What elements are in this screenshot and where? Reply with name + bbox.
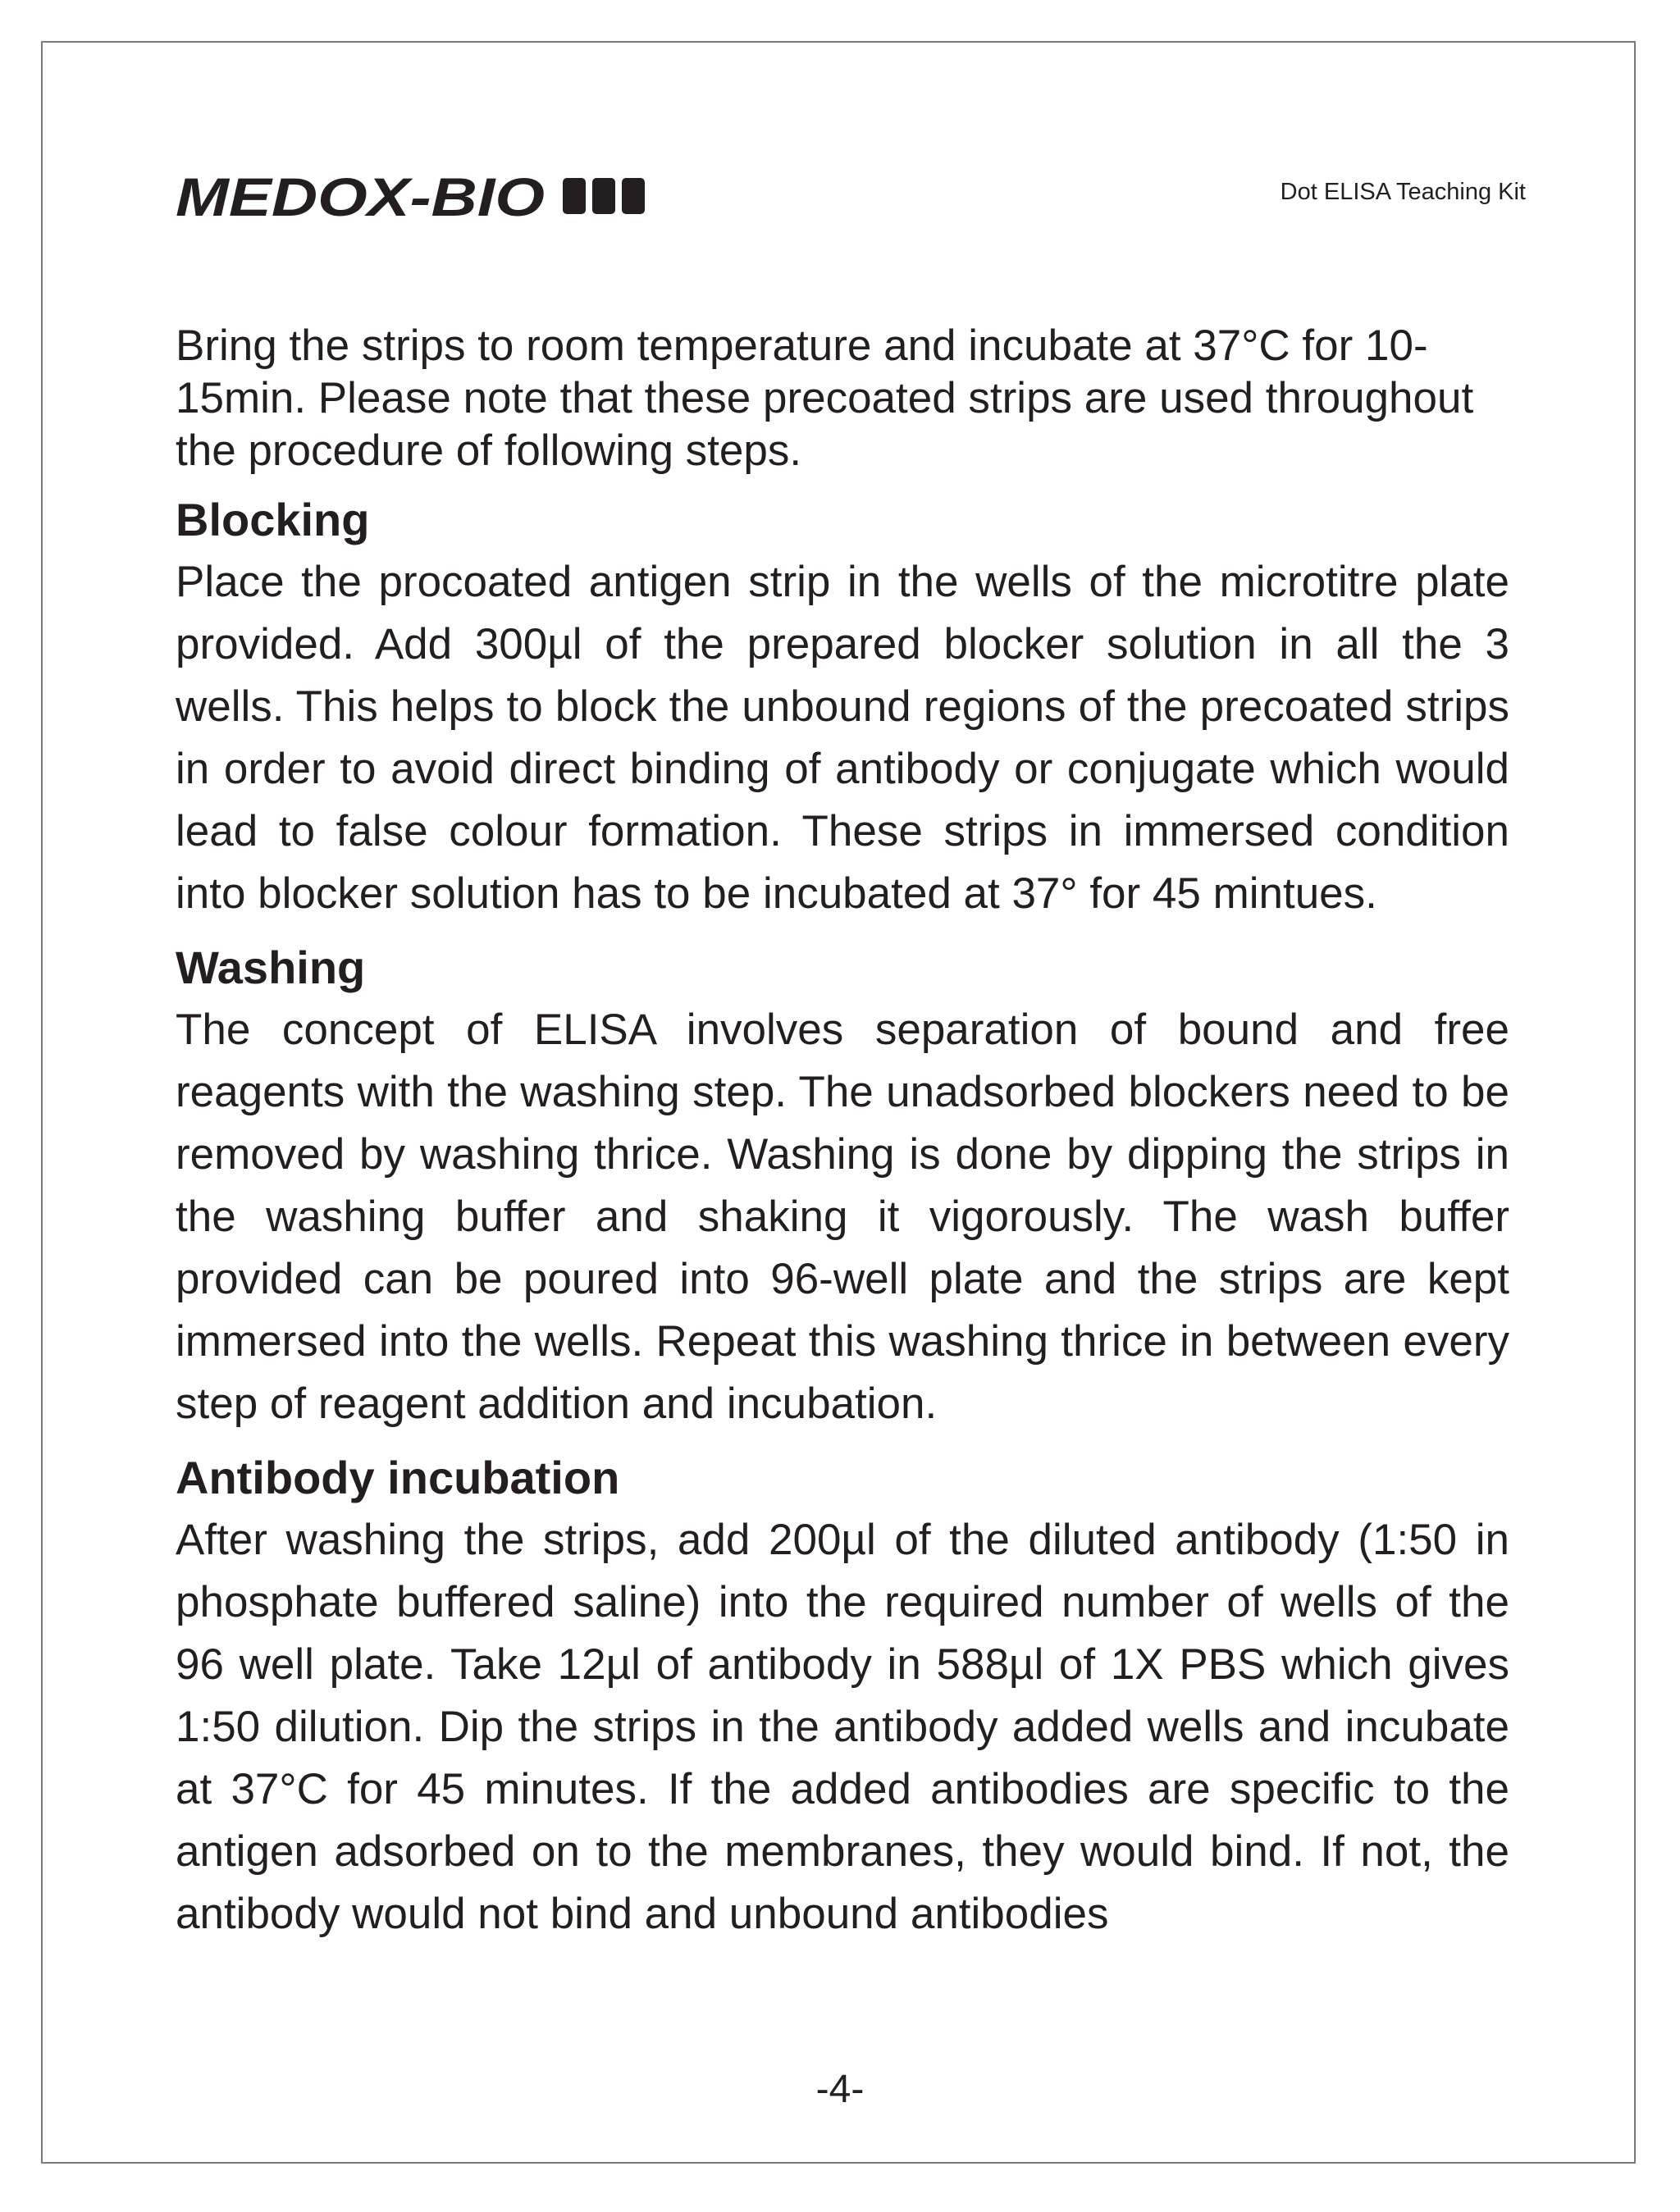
section-body-washing: The concept of ELISA involves separation of bound and free reagents with the washing step. The unadsorbed blockers need to be removed by washing thrice. Washing is done by dipping the strips in the washing buffer and shaking it vigorously. The wash buffer provided can be poured into 96-well plate and the strips are kept immersed into the wells. Repeat this washing thrice in between every step of reagent addition and incubation. xyxy=(176,1006,1509,1428)
page-content xyxy=(176,320,1509,1945)
medox-bio-logo xyxy=(176,168,668,226)
section-heading-blocking: Blocking xyxy=(176,494,370,545)
document-title: Dot ELISA Teaching Kit xyxy=(1280,179,1526,205)
page-header xyxy=(176,168,1526,226)
section-heading-antibody-incubation: Antibody incubation xyxy=(176,1452,620,1503)
intro-paragraph: Bring the strips to room temperature and incubate at 37°C for 10-15min. Please note that these precoated strips are used throughout the procedure of following steps. xyxy=(176,322,1474,475)
section-body-blocking: Place the procoated antigen strip in the wells of the microtitre plate provided. Add 300µl of the prepared blocker solution in all the 3 wells. This helps to block the unbound regions of the precoated strips in order to avoid direct binding of antibody or conjugate which would lead to false colour formation. These strips in immersed condition into blocker solution has to be incubated at 37° for 45 mintues. xyxy=(176,558,1509,918)
section-body-antibody-incubation: After washing the strips, add 200µl of the diluted antibody (1:50 in phosphate buffered saline) into the required number of wells of the 96 well plate. Take 12µl of antibody in 588µl of 1X PBS which gives 1:50 dilution. Dip the strips in the antibody added wells and incubate at 37°C for 45 minutes. If the added antibodies are specific to the antigen adsorbed on to the membranes, they would bind. If not, the antibody would not bind and unbound antibodies xyxy=(176,1516,1509,1938)
svg-text:MEDOX-BIO: MEDOX-BIO xyxy=(176,168,545,226)
section-heading-washing: Washing xyxy=(176,942,366,993)
page-number: -4- xyxy=(815,2068,865,2111)
